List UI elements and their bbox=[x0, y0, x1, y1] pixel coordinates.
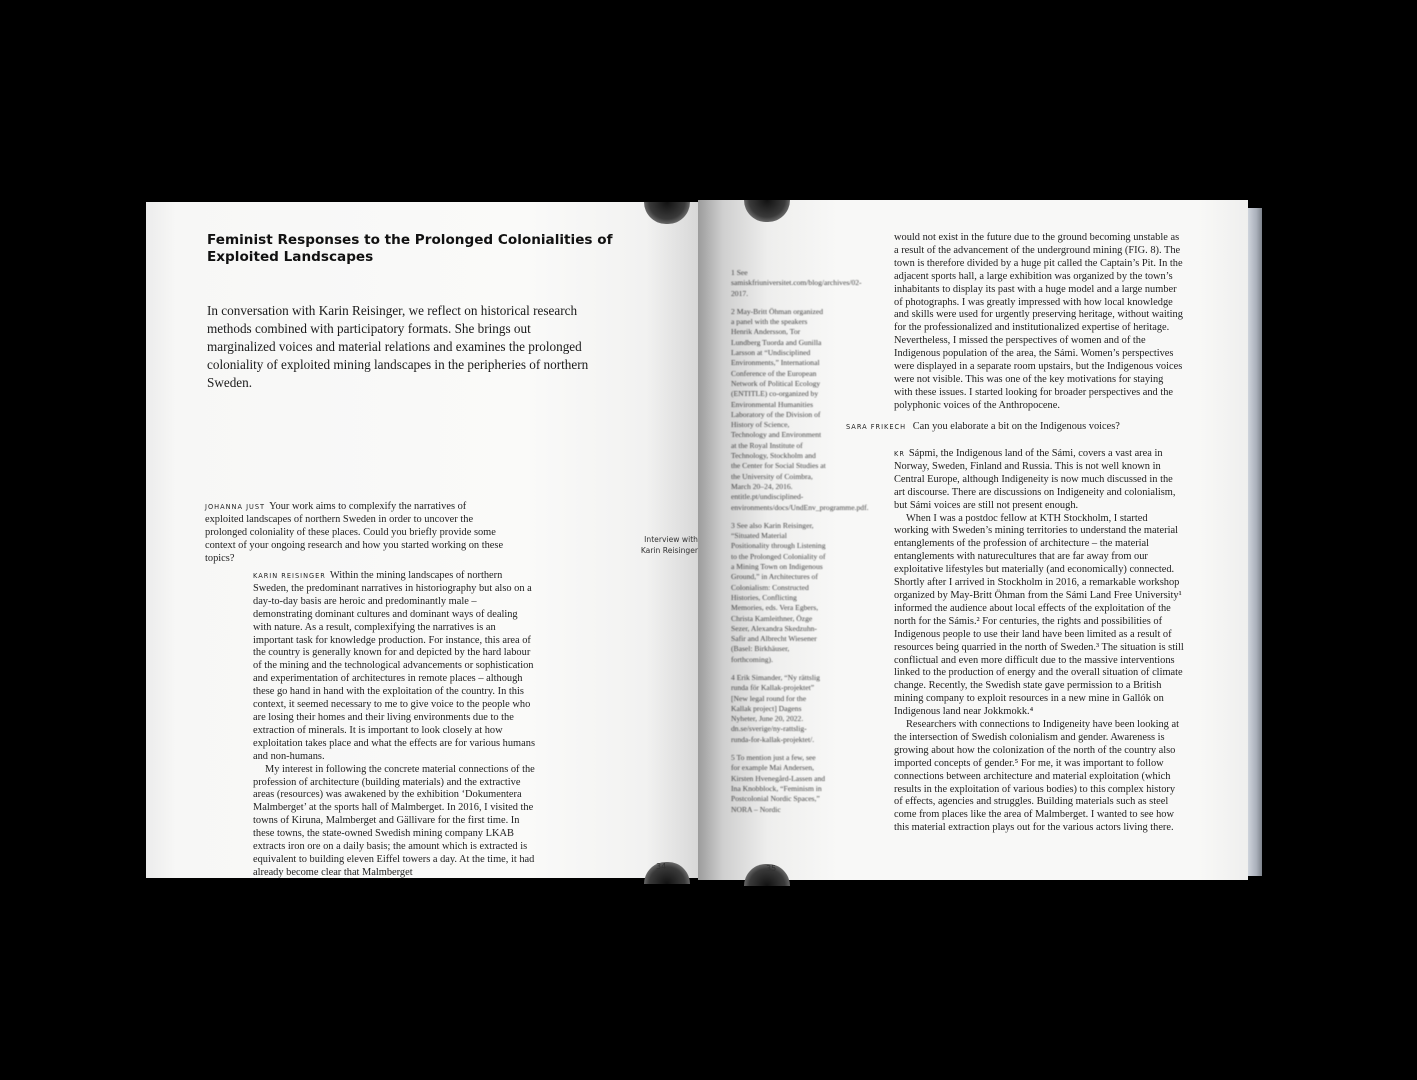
footnote: 5 To mention just a few, see for example Mai Andersen, Kirsten Hvenegård-Lassen and Ina Knobblock, “Feminism in Postcolonial Nordic Spaces,” NORA – Nordic bbox=[731, 753, 826, 814]
answer-1 bbox=[253, 570, 535, 880]
footnotes bbox=[731, 268, 869, 823]
footnote: 2 May-Britt Öhman organized a panel with the speakers Henrik Andersson, Tor Lundberg Tuorda and Gunilla Larsson at “Undisciplined Environments,” International Conference of the European Network of Political Ecology (ENTITLE) co-organized by Environmental Humanities Laboratory of the Division of History of Science, Technology and Environment at the Royal Institute of Technology, Stockholm and the Center for Social Studies at the University of Coimbra, March 20–24, 2016. entitle.pt/undisciplined-environments/docs/UndEnv_programme.pdf. bbox=[731, 306, 869, 512]
speaker-label: JOHANNA JUST bbox=[205, 503, 266, 511]
speaker-label: KR bbox=[894, 450, 905, 458]
question-text: Your work aims to complexify the narratives of exploited landscapes of northern Sweden in order to uncover the prolonged coloniality of these places. Could you briefly provide some context of your ongoing research and how you started working on these topics? bbox=[205, 501, 504, 564]
footnote: 3 See also Karin Reisinger, “Situated Material Positionality through Listening to the Prolonged Coloniality of a Mining Town on Indigenous Ground,” in Architectures of Colonialism: Constructed Histories, Conflicting Memories, eds. Vera Egbers, Christa Kamleithner, Özge Sezer, Alexandra Skedzuhn-Safir and Albrecht Wiesener (Basel: Birkhäuser, forthcoming). bbox=[731, 520, 826, 664]
answer-continued bbox=[894, 232, 1184, 413]
answer-paragraph: My interest in following the concrete material connections of the profession of architecture (building materials) and the extractive areas (resources) was awakened by the exhibition ‘Dokumentera Malmberget’ at the sports hall of Malmberget. In 2016, I visited the towns of Kiruna, Malmberget and Gällivare for the first time. In these towns, the state-owned Swedish mining company LKAB extracts iron ore on a daily basis; the amount which is extracted is equivalent to building eleven Eiffel towers a day. At the time, it had already become clear that Malmberget bbox=[253, 763, 535, 878]
body-paragraph: would not exist in the future due to the ground becoming unstable as a result of the advancement of the underground mining (FIG. 8). The town is therefore divided by a huge pit called the Captain’s Pit. In the adjacent sports hall, a large exhibition was organized by the town’s inhabitants to display its past with a huge model and a large number of photographs. I was greatly impressed with how local knowledge and skills were used for urgently preserving heritage, without waiting for the professionalized and institutionalized expertise of heritage. Nevertheless, I missed the perspectives of women and of the Indigenous population of the area, the Sámi. Women’s perspectives were displayed in a separate room upstairs, but the Indigenous voices were not visible. This was one of the key motivations for staying with these issues. I started looking for broader perspectives and the polyphonic voices of the Anthropocene. bbox=[894, 232, 1183, 411]
page-edges bbox=[1248, 208, 1262, 876]
answer-text: Within the mining landscapes of northern Sweden, the predominant narratives in historiography but also on a day-to-day basis are heroic and predominantly male – demonstrating dominant cultures and dominant ways of dealing with nature. As a result, complexifying the narratives is an important task for knowledge production. For instance, this area of the country is generally known for and depicted by the hard labour of the mining and the technological advancements or sophistication and experimentation of architectures in remote places – although these go hand in hand with the exploitation of the country. In this context, it seemed necessary to me to give voice to the people who are losing their homes and their living environments due to the extraction of minerals. It is important to look closely at how exploitation takes place and what the effects are for various humans and non-humans. bbox=[253, 570, 535, 762]
article-intro: In conversation with Karin Reisinger, we reflect on historical research methods combined with participatory formats. She brings out marginalized voices and material relations and examines the prolonged coloniality of exploited mining landscapes in the peripheries of northern Sweden. bbox=[207, 303, 589, 390]
question-text: Can you elaborate a bit on the Indigenous voices? bbox=[912, 421, 1120, 432]
answer-text: Sápmi, the Indigenous land of the Sámi, covers a vast area in Norway, Sweden, Finland and Russia. This is not well known in Central Europe, although Indigeneity is now much discussed in the art discourse. There are discussions on Indigeneity and colonialism, but Sámi voices are still not present enough. bbox=[894, 448, 1176, 511]
page-number-left: 34 bbox=[656, 862, 667, 871]
answer-paragraph: When I was a postdoc fellow at KTH Stockholm, I started working with Sweden’s mining territories to understand the material entanglements of the profession of architecture – the material entanglements with naturecultures that are far away from our exploitative lifestyles but materially (and economically) connected. Shortly after I arrived in Stockholm in 2016, a remarkable workshop organized by May-Britt Öhman from the Sámi Land Free University¹ informed the audience about local effects of the exploitation of the north for the Sámis.² For centuries, the rights and possibilities of Indigenous people to use their land have been limited as a result of resources being quarried in the north of Sweden.³ The situation is still conflictual and even more difficult due to the massive interventions linked to the production of energy and the overall situation of climate change. Recently, the Swedish state gave permission to a British mining company to exploit resources in a new mine in Gallók on Indigenous land near Jokkmokk.⁴ bbox=[894, 512, 1184, 718]
footnote: 4 Erik Simander, “Ny rättslig runda för Kallak-projektet” [New legal round for the Kallak project] Dagens Nyheter, June 20, 2022. dn.se/sverige/ny-rattslig-runda-for-kallak-projektet/. bbox=[731, 672, 820, 744]
page-number-right: 35 bbox=[766, 864, 777, 873]
question-1 bbox=[205, 501, 505, 566]
article-title: Feminist Responses to the Prolonged Colonialities of Exploited Landscapes bbox=[207, 232, 613, 265]
speaker-label: SARA FRIKECH bbox=[846, 423, 907, 431]
question-2 bbox=[846, 420, 1206, 434]
answer-paragraph: Researchers with connections to Indigeneity have been looking at the intersection of Swedish colonialism and gender. Awareness is growing about how the colonization of the north of the country also imported concepts of gender.⁵ For me, it was important to follow connections between architecture and material exploitation (which results in the exploitation of various bodies) to this complex history of effects, agencies and struggles. Building materials such as steel come from places like the area of Malmberget. I wanted to see how this material extraction plays out for the various actors living there. bbox=[894, 719, 1179, 834]
running-head: Interview with Karin Reisinger bbox=[640, 535, 698, 555]
answer-2 bbox=[894, 448, 1184, 835]
answer-paragraph bbox=[253, 570, 535, 764]
answer-paragraph bbox=[894, 448, 1184, 513]
open-book bbox=[146, 198, 1276, 888]
speaker-label: KARIN REISINGER bbox=[253, 572, 326, 580]
footnote: 1 See samiskfriuniversitet.com/blog/archives/02-2017. bbox=[731, 268, 862, 298]
